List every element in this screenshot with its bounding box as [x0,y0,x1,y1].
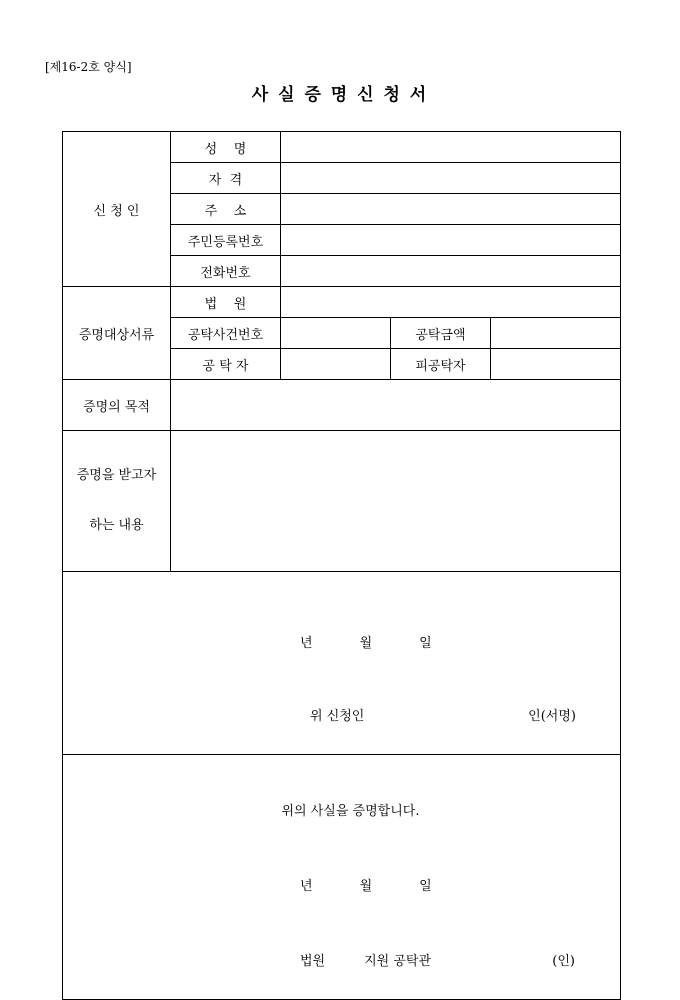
field-input-phone-number [281,256,621,287]
table-row [63,572,621,755]
field-input-depositor [281,349,391,380]
signature-section [63,572,621,755]
documents-group-label: 증명대상서류 [63,287,171,380]
certification-section [63,755,621,1000]
applicant-group-label: 신 청 인 [63,132,171,287]
purpose-label: 증명의 목적 [63,380,171,431]
field-label-deposit-recipient: 피공탁자 [391,349,491,380]
field-input-court [281,287,621,318]
form-number-label: [제16-2호 양식] [45,60,132,74]
field-input-resident-number [281,225,621,256]
field-input-deposit-recipient [491,349,621,380]
signature-date-line [300,632,620,651]
field-input-qualification [281,163,621,194]
applicant-signature-line [310,705,576,724]
content-input [171,431,621,572]
content-label [63,431,171,572]
table-row [63,287,621,318]
certification-day-label: 일 [419,879,432,894]
field-input-deposit-case-number [281,318,391,349]
field-input-name [281,132,621,163]
field-label-name: 성 명 [171,132,281,163]
deposit-officer-label: 지원 공탁관 [364,954,432,969]
purpose-input [171,380,621,431]
court-name-label: 법원 [300,954,326,969]
table-row [63,755,621,1000]
field-label-phone-number: 전화번호 [171,256,281,287]
content-label-line1: 증명을 받고자 [76,468,157,483]
field-input-deposit-amount [491,318,621,349]
certification-statement: 위의 사실을 증명합니다. [281,804,420,819]
deposit-officer-line [300,950,575,969]
signature-day-label: 일 [419,636,432,651]
field-label-qualification: 자 격 [171,163,281,194]
court-name-blank [325,950,364,969]
table-row [63,431,621,572]
signature-year-label: 년 [300,636,313,651]
field-label-depositor: 공 탁 자 [171,349,281,380]
certification-date-line [300,875,620,894]
table-row [63,380,621,431]
field-label-deposit-case-number: 공탁사건번호 [171,318,281,349]
signature-month-label: 월 [359,636,373,651]
table-row [63,132,621,163]
certification-year-label: 년 [300,879,313,894]
field-input-address [281,194,621,225]
field-label-court: 법 원 [171,287,281,318]
fact-certificate-form-table [62,131,621,1000]
officer-seal-label: (인) [552,954,575,969]
content-label-line2: 하는 내용 [89,518,144,533]
certification-month-label: 월 [359,879,373,894]
field-label-address: 주 소 [171,194,281,225]
page-title: 사 실 증 명 신 청 서 [251,85,429,105]
applicant-signature-label: 위 신청인 [310,709,365,724]
field-label-deposit-amount: 공탁금액 [391,318,491,349]
field-label-resident-number: 주민등록번호 [171,225,281,256]
signature-seal-label: 인(서명) [528,709,576,724]
